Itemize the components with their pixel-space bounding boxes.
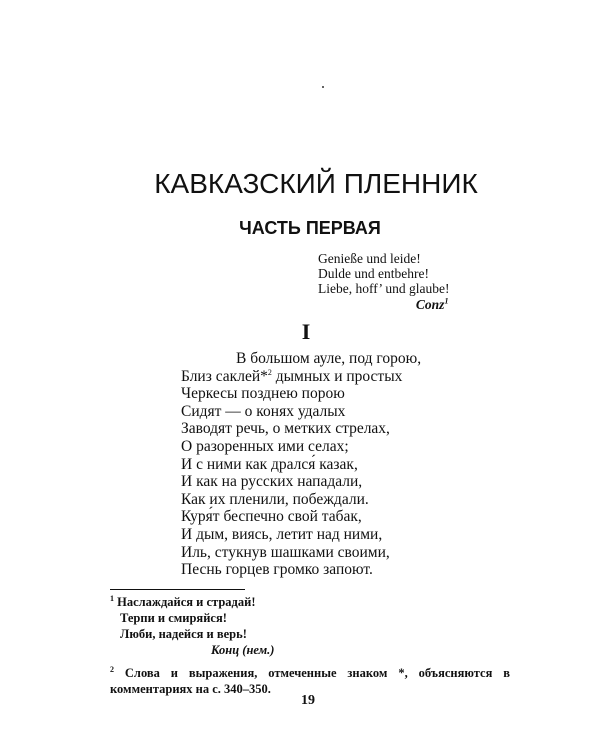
poem-line: Как их пленили, побеждали. [181, 490, 369, 508]
poem-line [181, 368, 421, 386]
poem-line: Куря́т беспечно свой табак, [181, 508, 362, 526]
epigraph-author [318, 297, 449, 312]
part-title: ЧАСТЬ ПЕРВАЯ [239, 218, 381, 238]
footnotes [110, 594, 510, 697]
poem-line: И как на русских нападали, [181, 473, 363, 491]
poem-line: Иль, стукнув шашками своими, [181, 543, 390, 561]
poem-title: КАВКАЗСКИЙ ПЛЕННИК [154, 168, 478, 199]
poem-line-text: Близ саклей* [181, 367, 268, 385]
printed-dot [322, 86, 324, 88]
poem-line: Заводят речь, о метких стрелах, [181, 420, 390, 438]
epigraph-line: Dulde und entbehre! [318, 266, 429, 281]
footnote-signature-name: Конц [211, 643, 240, 657]
poem-line: Черкесы позднею порою [181, 385, 345, 403]
footnote-line: Люби, надейся и верь! [120, 627, 247, 641]
poem-line: И дым, виясь, летит над ними, [181, 525, 383, 543]
poem-stanza [181, 350, 421, 579]
footnote-text: Наслаждайся и страдай! [117, 595, 256, 609]
epigraph [318, 251, 449, 312]
poem-line: И с ними как дрался́ казак, [181, 455, 358, 473]
epigraph-author-name: Conz [415, 297, 445, 312]
epigraph-line: Genieße und leide! [318, 251, 421, 266]
footnote-divider [110, 589, 245, 590]
footnote-marker: 2 [110, 664, 114, 674]
footnote-signature [110, 642, 510, 658]
footnote-line: Терпи и смиряйся! [120, 611, 227, 625]
poem-line-text: дымных и простых [271, 367, 403, 385]
epigraph-line: Liebe, hoff’ und glaube! [318, 281, 450, 296]
page-number: 19 [301, 693, 315, 708]
section-number: I [301, 319, 311, 344]
poem-line: О разоренных ими селах; [181, 437, 349, 455]
footnote-signature-note: (нем.) [239, 643, 275, 657]
poem-line: В большом ауле, под горою, [236, 350, 422, 367]
footnote-line [110, 594, 510, 610]
footnote-text: Слова и выражения, отмеченные знаком *, объясняются в комментариях на с. 340–350. [110, 666, 511, 696]
poem-line: Сидят — о конях удалых [181, 402, 346, 420]
poem-line: Песнь горцев громко запоют. [181, 561, 373, 579]
footnote-marker: 1 [110, 593, 114, 603]
footnote-1 [110, 594, 510, 658]
footnote-ref: 1 [444, 296, 449, 306]
footnote-ref: 2 [267, 367, 272, 377]
